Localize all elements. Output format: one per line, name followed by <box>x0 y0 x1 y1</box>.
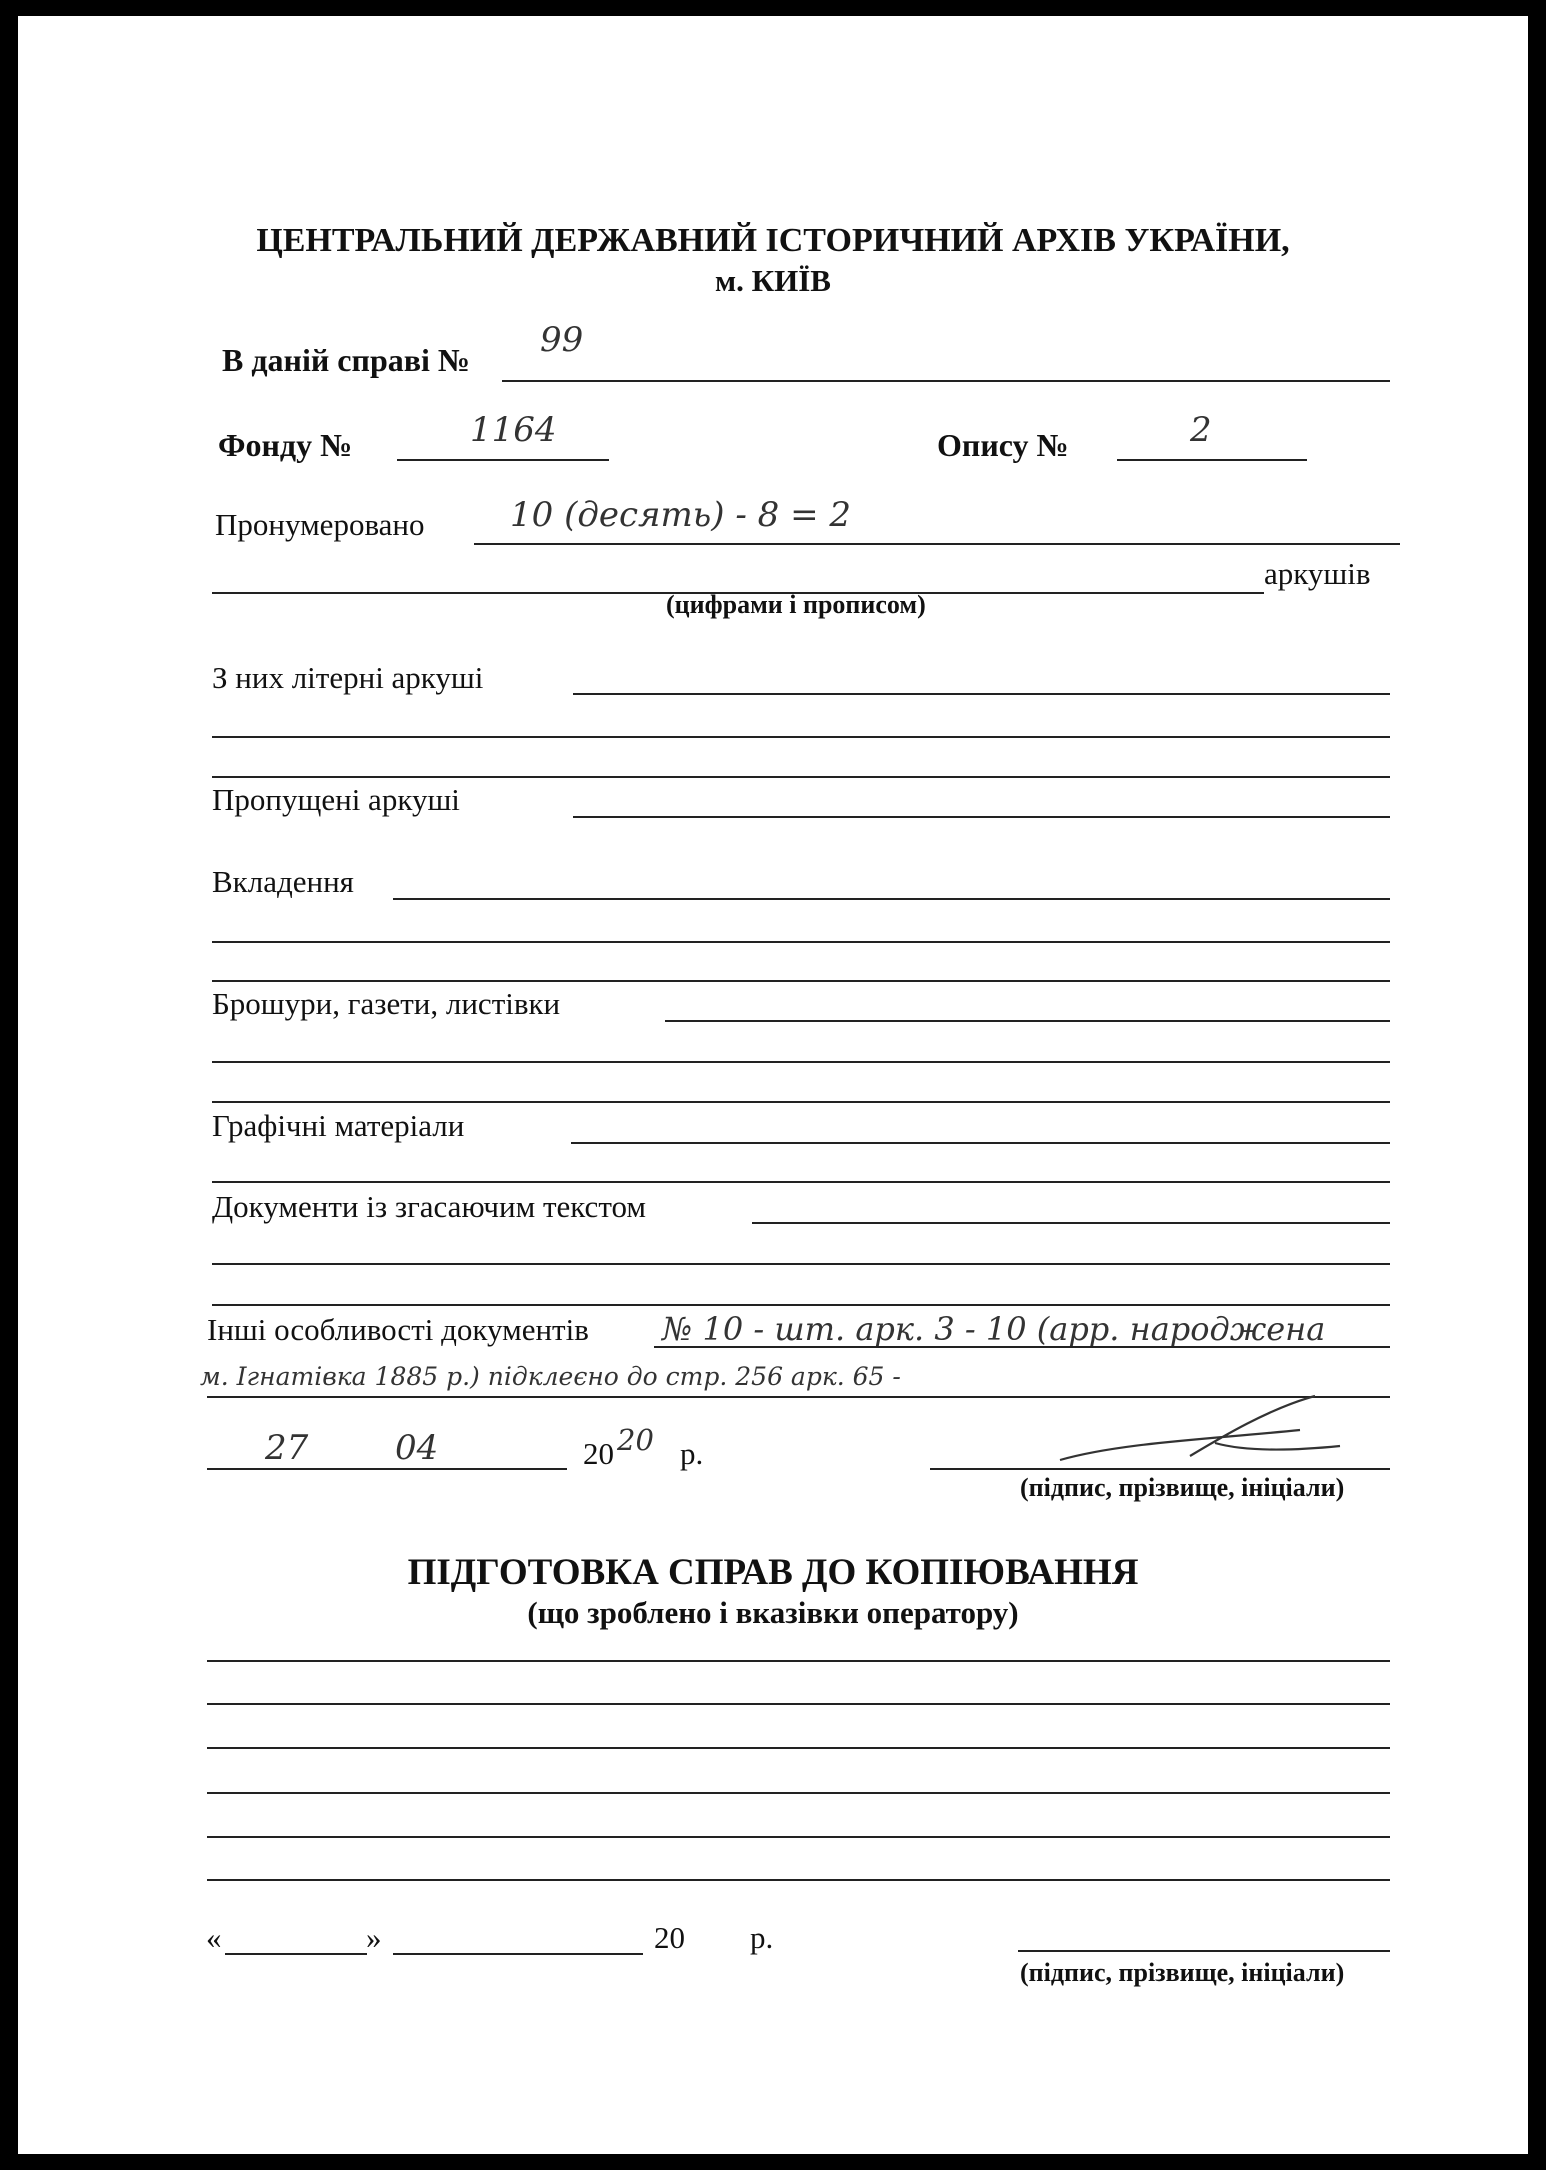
date-line <box>207 1468 567 1470</box>
brochures-label: Брошури, газети, листівки <box>212 986 561 1021</box>
fond-label: Фонду № <box>218 427 353 463</box>
date-r: р. <box>680 1436 704 1471</box>
rule <box>207 1747 1390 1749</box>
archive-title: ЦЕНТРАЛЬНИЙ ДЕРЖАВНИЙ ІСТОРИЧНИЙ АРХІВ УКРАЇНИ, <box>256 222 1290 259</box>
date-year-prefix: 20 <box>583 1436 614 1471</box>
case-label: В даній справі № <box>222 342 471 378</box>
rule <box>212 941 1390 943</box>
case-value: 99 <box>540 320 584 360</box>
fond-value: 1164 <box>470 410 557 450</box>
date-day: 27 <box>265 1428 309 1468</box>
rule <box>212 1263 1390 1265</box>
day-line <box>225 1953 367 1955</box>
numbered-label: Пронумеровано <box>215 507 425 542</box>
fond-line <box>397 459 609 461</box>
attachments-line <box>393 898 1390 900</box>
rule <box>212 1181 1390 1183</box>
signature-line <box>930 1468 1390 1470</box>
form-sheet <box>18 16 1528 2154</box>
other-value-line2: м. Ігнатівка 1885 р.) підклеєно до стр. 256 арк. 65 - <box>200 1362 901 1391</box>
archive-city: м. КИЇВ <box>715 263 831 298</box>
month-line <box>393 1953 643 1955</box>
other-label: Інші особливості документів <box>207 1312 589 1347</box>
copying-title: ПІДГОТОВКА СПРАВ ДО КОПІЮВАННЯ <box>407 1552 1139 1593</box>
other-value-line1: № 10 - шт. арк. 3 - 10 (арр. народжена <box>662 1310 1326 1348</box>
copying-subtitle: (що зроблено і вказівки оператору) <box>527 1595 1019 1630</box>
numbered-line <box>474 543 1400 545</box>
copy-signature-line <box>1018 1950 1390 1952</box>
rule <box>212 980 1390 982</box>
graphics-line <box>571 1142 1390 1144</box>
case-line <box>502 380 1390 382</box>
copy-year-r: р. <box>750 1920 774 1955</box>
copy-signature-hint: (підпис, прізвище, ініціали) <box>1020 1958 1345 1987</box>
rule <box>207 1879 1390 1881</box>
rule <box>212 1061 1390 1063</box>
numbered-hint: (цифрами і прописом) <box>666 590 926 619</box>
numbered-value: 10 (десять) - 8 = 2 <box>510 495 852 535</box>
rule <box>207 1836 1390 1838</box>
brochures-line <box>665 1020 1390 1022</box>
rule <box>207 1703 1390 1705</box>
missed-sheets-label: Пропущені аркуші <box>212 782 460 817</box>
other-line <box>654 1346 1390 1348</box>
opys-label: Опису № <box>937 427 1069 463</box>
letter-sheets-label: З них літерні аркуші <box>212 660 484 695</box>
rule <box>212 1304 1390 1306</box>
date-month: 04 <box>395 1428 439 1468</box>
copy-year-prefix: 20 <box>654 1920 685 1955</box>
opys-value: 2 <box>1190 410 1212 450</box>
missed-sheets-line <box>573 816 1390 818</box>
quote-close: » <box>366 1920 382 1955</box>
rule <box>212 776 1390 778</box>
quote-open: « <box>206 1920 222 1955</box>
signature-hint: (підпис, прізвище, ініціали) <box>1020 1473 1345 1502</box>
graphics-label: Графічні матеріали <box>212 1108 465 1143</box>
fading-docs-label: Документи із згасаючим текстом <box>212 1189 646 1224</box>
sheets-suffix: аркушів <box>1264 556 1371 591</box>
signature-image <box>1040 1388 1360 1478</box>
rule <box>207 1660 1390 1662</box>
rule <box>212 1101 1390 1103</box>
attachments-label: Вкладення <box>212 864 354 899</box>
opys-line <box>1117 459 1307 461</box>
letter-sheets-line <box>573 693 1390 695</box>
rule <box>207 1792 1390 1794</box>
rule <box>212 736 1390 738</box>
fading-docs-line <box>752 1222 1390 1224</box>
date-year-suffix: 20 <box>617 1423 654 1457</box>
